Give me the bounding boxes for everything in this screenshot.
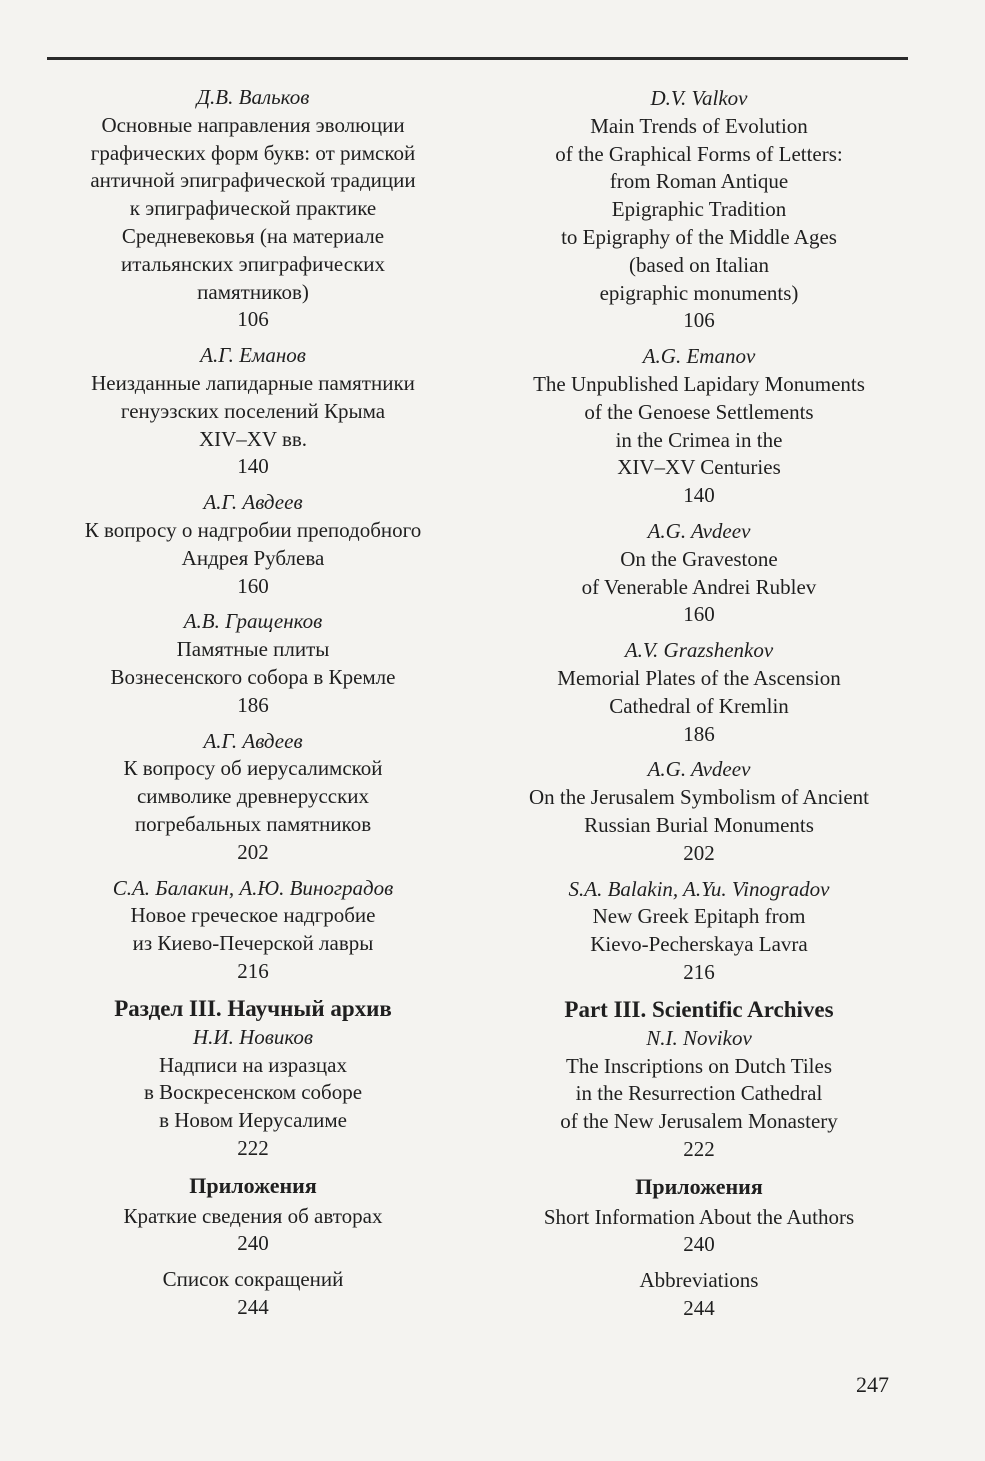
entry-title-line: of Venerable Andrei Rublev [581, 574, 817, 599]
appendix-item [484, 1267, 914, 1323]
entry-title-line: из Киево-Печерской лавры [132, 931, 374, 956]
entry-page-number: 140 [237, 454, 269, 479]
entry-title-line: в Новом Иерусалиме [159, 1108, 347, 1133]
toc-entry [38, 342, 468, 481]
entry-title-line: К вопросу об иерусалимской [123, 756, 383, 781]
entry-title-line: в Воскресенском соборе [143, 1080, 363, 1105]
entry-page-number: 160 [683, 602, 715, 627]
toc-entry [38, 84, 468, 334]
entry-author: A.V. Grazshenkov [624, 638, 774, 663]
appendix-item-title: Краткие сведения об авторах [123, 1203, 383, 1228]
toc-entry [484, 876, 914, 987]
appendix-heading: Приложения [189, 1172, 317, 1198]
toc-column-english [484, 85, 914, 1331]
entry-title-line: Памятные плиты [176, 637, 330, 662]
header-rule [47, 57, 908, 60]
entry-title-line: символике древнерусских [136, 784, 370, 809]
entry-title-line: памятников) [197, 279, 309, 304]
appendix-item-title: Short Information About the Authors [543, 1204, 855, 1229]
appendix-item-title: Список сокращений [162, 1267, 344, 1292]
toc-entry [484, 343, 914, 510]
entry-title-line: New Greek Epitaph from [592, 904, 806, 929]
entry-page-number: 140 [683, 483, 715, 508]
toc-entry [38, 608, 468, 719]
section-heading: Part III. Scientific Archives [564, 996, 834, 1022]
entry-title-line: Средневековья (на материале [121, 223, 385, 248]
entry-title-line: Epigraphic Tradition [611, 197, 787, 222]
entry-page-number: 202 [683, 840, 715, 865]
entry-title-line: On the Gravestone [620, 546, 778, 571]
entry-title-line: К вопросу о надгробии преподобного [84, 517, 422, 542]
entry-title-line: in the Crimea in the [615, 427, 783, 452]
toc-entry [484, 85, 914, 335]
entry-author: A.G. Avdeev [647, 518, 751, 543]
entry-title-line: from Roman Antique [609, 169, 789, 194]
entry-page-number: 202 [237, 839, 269, 864]
entry-title-line: Memorial Plates of the Ascension [557, 665, 841, 690]
appendix-item-title: Abbreviations [639, 1268, 759, 1293]
entry-title-line: epigraphic monuments) [599, 280, 799, 305]
entry-page-number: 106 [683, 308, 715, 333]
toc-entry [38, 489, 468, 600]
entry-title-line: On the Jerusalem Symbolism of Ancient [528, 785, 870, 810]
entry-title-line: к эпиграфической практике [129, 196, 377, 221]
entry-title-line: Вознесенского собора в Кремле [110, 664, 396, 689]
appendix-item-page: 244 [683, 1296, 715, 1321]
entry-title-line: погребальных памятников [134, 811, 372, 836]
entry-author: С.А. Балакин, А.Ю. Виноградов [112, 875, 394, 900]
entry-title-line: Новое греческое надгробие [130, 903, 376, 928]
entry-title-line: Cathedral of Kremlin [609, 693, 789, 718]
entry-author: Н.И. Новиков [192, 1024, 313, 1049]
entry-title-line: to Epigraphy of the Middle Ages [561, 224, 837, 249]
entry-title-line: The Inscriptions on Dutch Tiles [566, 1053, 832, 1078]
entry-title-line: Основные направления эволюции [101, 112, 405, 137]
page-number: 247 [856, 1372, 889, 1397]
entry-author: D.V. Valkov [650, 86, 748, 110]
entry-title-line: of the New Jerusalem Monastery [560, 1109, 838, 1134]
entry-page-number: 186 [237, 692, 269, 717]
entry-title-line: графических форм букв: от римской [90, 140, 416, 165]
entry-page-number: 160 [237, 573, 269, 598]
entry-title-line: Russian Burial Monuments [584, 812, 814, 837]
entry-title-line: The Unpublished Lapidary Monuments [533, 371, 865, 396]
appendix-item-page: 244 [237, 1295, 269, 1320]
appendix-item [38, 1203, 468, 1259]
entry-page-number: 222 [683, 1136, 715, 1161]
entry-title-line: of the Genoese Settlements [584, 399, 814, 424]
appendix-heading: Приложения [635, 1173, 763, 1199]
entry-title-line: in the Resurrection Cathedral [575, 1081, 823, 1106]
entry-author: A.G. Avdeev [647, 757, 751, 782]
appendix-item-page: 240 [237, 1231, 269, 1256]
toc-entry [484, 756, 914, 867]
entry-title-line: итальянских эпиграфических [120, 251, 386, 276]
entry-title-line: (based on Italian [629, 252, 769, 277]
entry-title-line: генуэзских поселений Крыма [120, 398, 386, 423]
entry-page-number: 106 [237, 307, 269, 332]
entry-page-number: 216 [683, 959, 715, 984]
entry-title-line: Main Trends of Evolution [590, 113, 808, 138]
entry-author: А.Г. Авдеев [203, 728, 303, 753]
entry-author: А.Г. Авдеев [203, 490, 303, 515]
entry-title-line: Kievo-Pecherskaya Lavra [590, 932, 808, 957]
toc-entry [38, 1024, 468, 1163]
entry-title-line: Надписи на изразцах [159, 1052, 347, 1077]
entry-title-line: Неизданные лапидарные памятники [91, 370, 415, 395]
entry-author: А.В. Гращенков [183, 609, 323, 634]
toc-entry [484, 637, 914, 748]
appendix-item-page: 240 [683, 1232, 715, 1257]
toc-entry [38, 728, 468, 867]
entry-author: А.Г. Еманов [200, 343, 306, 368]
toc-column-russian [38, 84, 468, 1330]
entry-page-number: 186 [683, 721, 715, 746]
entry-author: Д.В. Вальков [196, 85, 310, 109]
toc-entry [484, 1025, 914, 1164]
entry-author: N.I. Novikov [646, 1025, 752, 1050]
entry-author: S.A. Balakin, A.Yu. Vinogradov [568, 876, 830, 901]
entry-title-line: античной эпиграфической традиции [90, 168, 416, 193]
section-heading: Раздел III. Научный архив [114, 995, 392, 1021]
entry-title-line: XIV–XV Centuries [617, 455, 781, 480]
entry-author: A.G. Emanov [642, 344, 756, 369]
entry-title-line: XIV–XV вв. [198, 426, 308, 451]
entry-page-number: 222 [237, 1135, 269, 1160]
toc-entry [38, 875, 468, 986]
toc-entry [484, 518, 914, 629]
entry-title-line: of the Graphical Forms of Letters: [555, 141, 843, 166]
entry-page-number: 216 [237, 958, 269, 983]
appendix-item [38, 1266, 468, 1322]
entry-title-line: Андрея Рублева [181, 545, 325, 570]
appendix-item [484, 1204, 914, 1260]
